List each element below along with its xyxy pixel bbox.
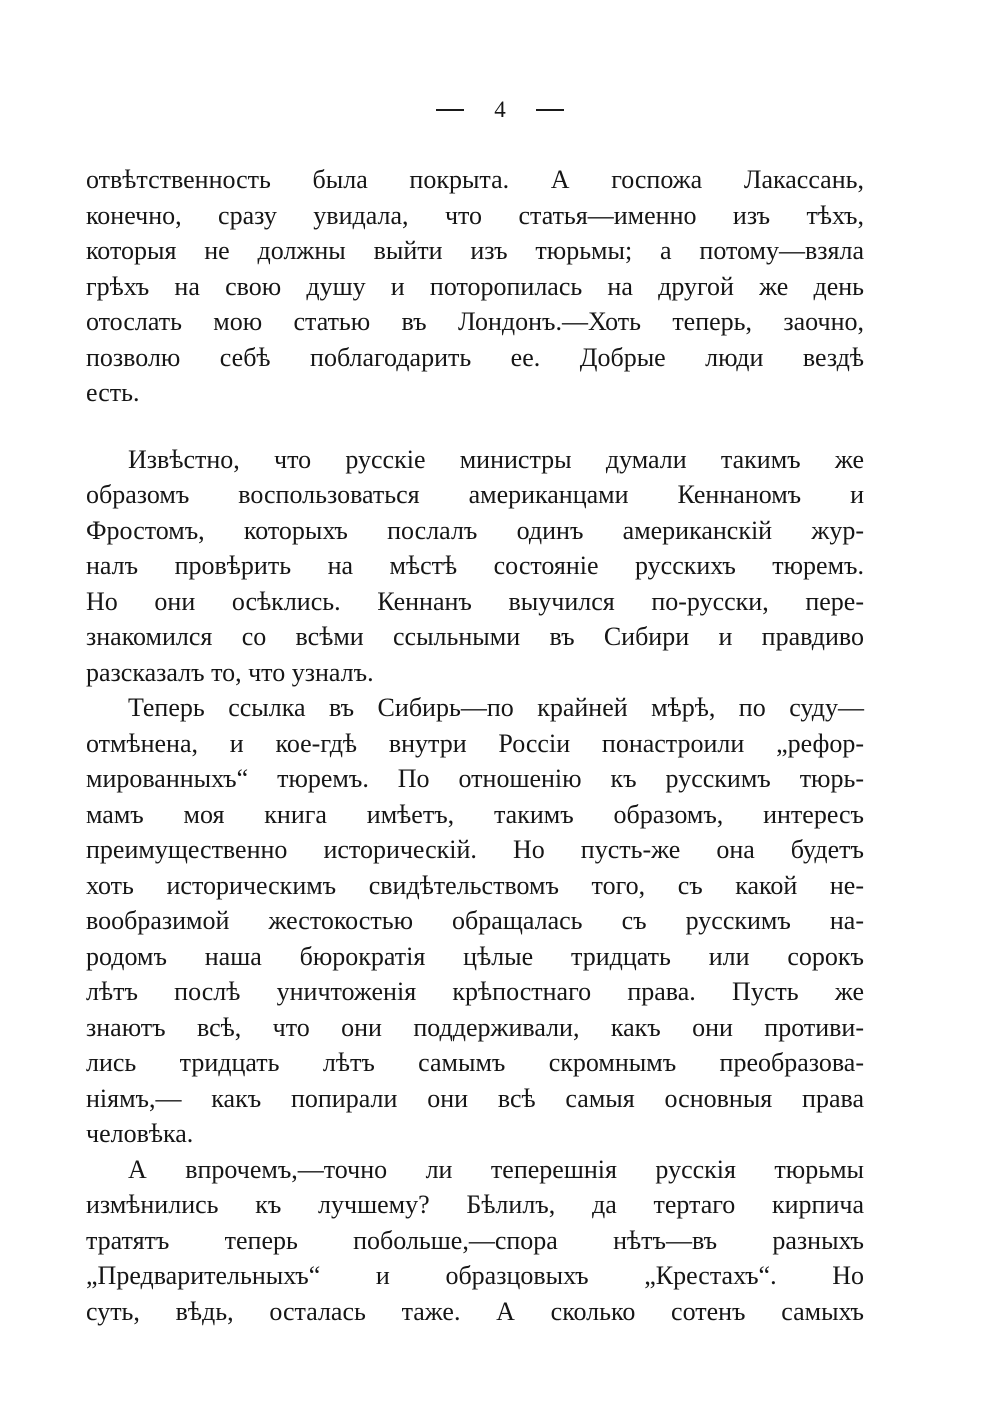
text-line: лись тридцать лѣтъ самымъ скромнымъ преобразова- bbox=[86, 1048, 864, 1077]
text-line: человѣка. bbox=[86, 1119, 194, 1148]
text-line: хоть историческимъ свидѣтельствомъ того, съ какой не- bbox=[86, 870, 864, 900]
text-line: есть. bbox=[86, 378, 140, 407]
text-line: родомъ наша бюрократія цѣлые тридцать или сорокъ bbox=[86, 941, 864, 971]
page-number: 4 bbox=[494, 97, 506, 122]
text-line: ніямъ,— какъ попирали они всѣ самыя основныя права bbox=[86, 1083, 864, 1113]
text-line: вообразимой жестокостью обращалась съ русскимъ на- bbox=[86, 906, 864, 935]
text-line: Но они осѣклись. Кеннанъ выучился по-русски, пере- bbox=[86, 586, 864, 616]
text-line: суть, вѣдь, осталась таже. А сколько сотенъ самыхъ bbox=[86, 1296, 864, 1326]
paragraph-4 bbox=[86, 1152, 864, 1330]
folio-dash-right bbox=[536, 109, 564, 111]
text-line: знакомился со всѣми ссыльными въ Сибири и правдиво bbox=[86, 622, 864, 651]
text-line: отмѣнена, и кое-гдѣ внутри Россіи понастроили „рефор- bbox=[86, 728, 864, 758]
text-line: образомъ воспользоваться американцами Кеннаномъ и bbox=[86, 480, 864, 509]
text-line: Теперь ссылка въ Сибирь—по крайней мѣрѣ, по суду— bbox=[128, 693, 864, 722]
text-line: конечно, сразу увидала, что статья—именно изъ тѣхъ, bbox=[86, 200, 864, 230]
text-line: мамъ моя книга имѣетъ, такимъ образомъ, интересъ bbox=[86, 799, 864, 829]
text-line: знаютъ всѣ, что они поддерживали, какъ они противи- bbox=[86, 1012, 864, 1042]
text-line: тратятъ теперь побольше,—спора нѣтъ—въ разныхъ bbox=[86, 1225, 864, 1255]
text-line: А впрочемъ,—точно ли теперешнія русскія тюрьмы bbox=[128, 1154, 864, 1184]
paragraph-2 bbox=[86, 442, 864, 691]
text-line: лѣтъ послѣ уничтоженія крѣпостнаго права. Пусть же bbox=[86, 977, 864, 1006]
text-line: которыя не должны выйти изъ тюрьмы; а потому—взяла bbox=[86, 236, 864, 265]
page-number-header bbox=[0, 94, 1000, 126]
text-line: отослать мою статью въ Лондонъ.—Хоть теперь, заочно, bbox=[86, 307, 864, 336]
text-body bbox=[86, 162, 864, 1329]
text-line: измѣнились къ лучшему? Бѣлилъ, да тертаго кирпича bbox=[86, 1190, 864, 1219]
folio-dash-left bbox=[436, 109, 464, 111]
text-line: преимущественно историческій. Но пусть-же она будетъ bbox=[86, 835, 864, 864]
text-line: Фростомъ, которыхъ послалъ одинъ американскій жур- bbox=[86, 515, 864, 545]
text-line: позволю себѣ поблагодарить ее. Добрые люди вездѣ bbox=[86, 342, 864, 372]
text-line: Извѣстно, что русскіе министры думали такимъ же bbox=[128, 444, 864, 474]
text-line: „Предварительныхъ“ и образцовыхъ „Крестахъ“. Но bbox=[86, 1261, 864, 1290]
text-line: грѣхъ на свою душу и поторопилась на другой же день bbox=[86, 271, 864, 301]
text-line: отвѣтственность была покрыта. А госпожа Лакассань, bbox=[86, 165, 864, 194]
paragraph-spacer bbox=[86, 411, 864, 442]
text-line: разсказалъ то, что узналъ. bbox=[86, 657, 374, 687]
paragraph-3 bbox=[86, 690, 864, 1152]
paragraph-1 bbox=[86, 162, 864, 411]
text-line: мированныхъ“ тюремъ. По отношенію къ русскимъ тюрь- bbox=[86, 764, 864, 793]
text-line: налъ провѣрить на мѣстѣ состояніе русскихъ тюремъ. bbox=[86, 551, 864, 580]
